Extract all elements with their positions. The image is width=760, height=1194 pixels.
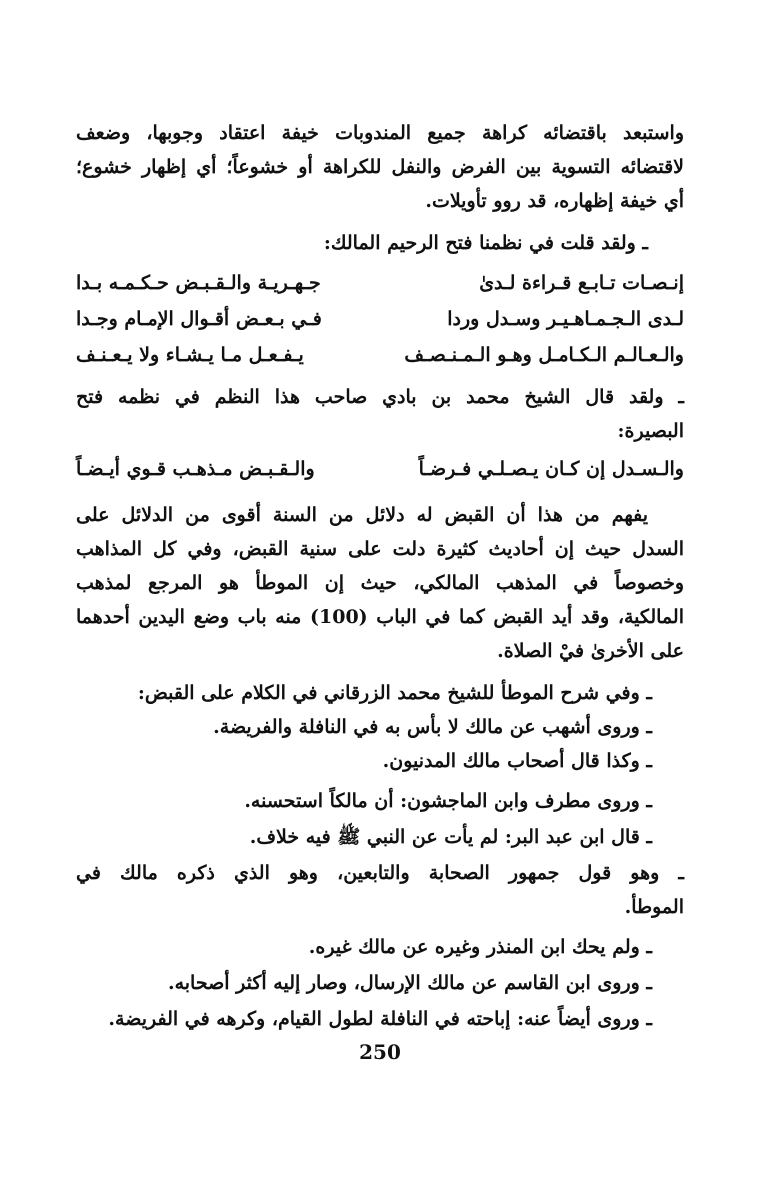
list-item: ـ وروى مطرف وابن الماجشون: أن مالكاً استحسنه. — [244, 790, 652, 812]
verse-first-hemistich: لـدى الـجـمـاهـيـر وسـدل وردا — [447, 308, 684, 330]
verse-second-hemistich: جـهـريـة والـقـبـض حـكـمـه بـدا — [76, 272, 321, 294]
list-item: الموطأ. — [624, 896, 684, 918]
list-item: ـ وفي شرح الموطأ للشيخ محمد الزرقاني في الكلام على القبض: — [137, 682, 652, 704]
poem-verse — [76, 452, 684, 486]
text-line: يفهم من هذا أن القبض له دلائل من السنة أقوى من الدلائل على — [76, 504, 648, 526]
text-line: واستبعد باقتضائه كراهة جميع المندوبات خيفة اعتقاد وجوبها، وضعف — [76, 122, 684, 144]
intro-line: ـ ولقد قال الشيخ محمد بن بادي صاحب هذا النظم في نظمه فتح — [76, 386, 684, 408]
list-item: ـ قال ابن عبد البر: لم يأت عن النبي ﷺ فيه خلاف. — [249, 826, 652, 848]
verse-second-hemistich: يـفـعـل مـا يـشـاء ولا يـعـنـف — [76, 344, 304, 366]
intro-line: البصيرة: — [617, 420, 684, 442]
text-line: وخصوصاً في المذهب المالكي، حيث إن الموطأ هو المرجع لمذهب — [76, 572, 684, 594]
list-item: ـ وروى ابن القاسم عن مالك الإرسال، وصار إليه أكثر أصحابه. — [167, 972, 652, 994]
list-item: ـ وروى أيضاً عنه: إباحته في النافلة لطول القيام، وكرهه في الفريضة. — [108, 1008, 652, 1030]
verse-first-hemistich: إنـصـات تـابـع قـراءة لـدىٰ — [479, 272, 684, 294]
poem-verse — [76, 266, 684, 300]
list-item: ـ ولم يحك ابن المنذر وغيره عن مالك غيره. — [308, 936, 652, 958]
list-item: ـ وكذا قال أصحاب مالك المدنيون. — [382, 750, 652, 772]
verse-first-hemistich: والـعـالـم الـكـامـل وهـو الـمـنـصـف — [404, 344, 684, 366]
poem-verse — [76, 338, 684, 372]
text-line: على الأخرىٰ فيْ الصلاة. — [497, 640, 684, 662]
verse-second-hemistich: والـقـبـض مـذهـب قـوي أيـضـاً — [76, 458, 315, 480]
intro-line: ـ ولقد قلت في نظمنا فتح الرحيم المالك: — [323, 232, 648, 254]
list-item: ـ وهو قول جمهور الصحابة والتابعين، وهو الذي ذكره مالك في — [76, 862, 684, 884]
page-number: 250 — [359, 1040, 401, 1064]
text-line: لاقتضائه التسوية بين الفرض والنفل للكراهة أو خشوعاً؛ أي إظهار خشوع؛ — [76, 156, 684, 178]
verse-second-hemistich: فـي بـعـض أقـوال الإمـام وجـدا — [76, 308, 322, 330]
verse-first-hemistich: والـسـدل إن كـان يـصـلـي فـرضـاً — [418, 458, 684, 480]
text-line: المالكية، وقد أيد القبض كما في الباب (100) منه باب وضع اليدين أحدهما — [76, 606, 684, 628]
list-item: ـ وروى أشهب عن مالك لا بأس به في النافلة والفريضة. — [213, 716, 652, 738]
text-line: أي خيفة إظهاره، قد روو تأويلات. — [425, 190, 684, 212]
poem-verse — [76, 302, 684, 336]
text-line: السدل حيث إن أحاديث كثيرة دلت على سنية القبض، وفي كل المذاهب — [76, 538, 684, 560]
